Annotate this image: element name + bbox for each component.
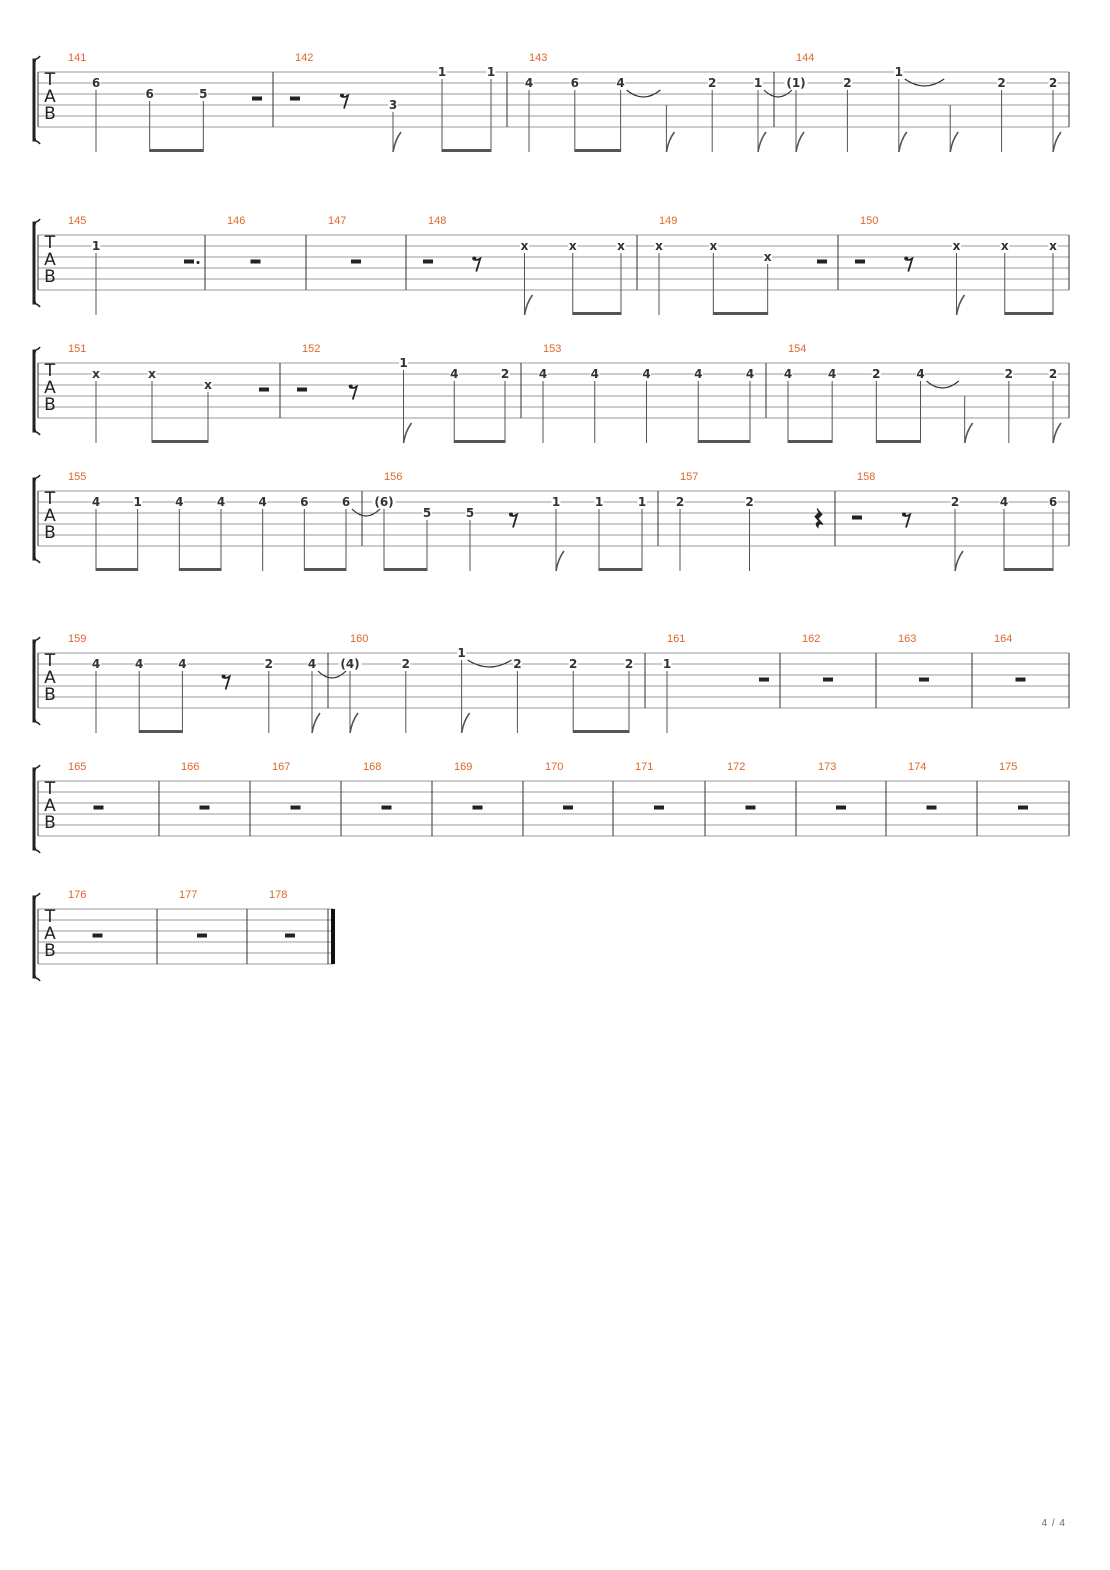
rest-dot <box>197 261 200 264</box>
measure-number: 145 <box>68 215 87 227</box>
eighth-rest-head <box>222 675 226 679</box>
fret-number: 1 <box>486 65 496 79</box>
fret-number: 4 <box>91 495 101 509</box>
half-rest <box>259 388 269 392</box>
fret-number: 4 <box>783 367 793 381</box>
measure <box>852 471 1058 571</box>
note-flag <box>462 713 470 733</box>
half-rest <box>382 806 392 810</box>
fret-number: 1 <box>91 239 101 253</box>
fret-number: x <box>763 250 772 264</box>
beam <box>876 440 920 443</box>
measure <box>339 633 634 733</box>
measure-number: 148 <box>428 215 447 227</box>
fret-number: 4 <box>590 367 599 381</box>
half-rest <box>563 806 573 810</box>
measure-number: 157 <box>680 471 699 483</box>
fret-number: 1 <box>753 76 763 90</box>
half-rest <box>94 806 104 810</box>
fret-number: 4 <box>178 657 187 671</box>
measure <box>802 633 833 682</box>
measure-number: 172 <box>727 761 746 773</box>
fret-number: 1 <box>551 495 561 509</box>
measure-number: 151 <box>68 343 87 355</box>
measure-number: 155 <box>68 471 87 483</box>
fret-number: 1 <box>133 495 142 509</box>
beam <box>454 440 505 443</box>
half-rest <box>197 934 207 938</box>
fret-number: 6 <box>145 87 154 101</box>
fret-number: 4 <box>524 76 534 90</box>
measure-number: 152 <box>302 343 321 355</box>
measure <box>784 343 1062 443</box>
beam <box>304 568 346 571</box>
tab-clef-letter: A <box>44 668 56 688</box>
eighth-rest-head <box>904 257 908 261</box>
fret-number: 2 <box>843 76 852 90</box>
half-rest <box>285 934 295 938</box>
fret-number: 1 <box>457 646 466 660</box>
fret-number: x <box>617 239 625 253</box>
tab-clef-letter: B <box>44 941 56 961</box>
measure-number: 163 <box>898 633 917 645</box>
tab-clef-letter: A <box>44 378 56 398</box>
measure <box>999 761 1028 810</box>
note-flag <box>393 132 401 152</box>
measure-number: 161 <box>667 633 686 645</box>
beam <box>384 568 427 571</box>
eighth-rest-head <box>340 94 344 98</box>
fret-number: x <box>148 367 156 381</box>
quarter-rest <box>815 509 823 528</box>
fret-number: 4 <box>216 495 226 509</box>
measure-number: 153 <box>543 343 562 355</box>
fret-number: 3 <box>388 98 398 112</box>
fret-number: 4 <box>258 495 267 509</box>
note-flag <box>796 132 804 152</box>
fret-number: 1 <box>594 495 604 509</box>
half-rest <box>351 260 361 264</box>
note-flag <box>950 132 958 152</box>
system-bracket <box>34 479 36 559</box>
half-rest <box>746 806 756 810</box>
measure <box>994 633 1026 682</box>
measure-number: 146 <box>227 215 246 227</box>
measure-number: 141 <box>68 52 87 64</box>
fret-number: 1 <box>894 65 903 79</box>
fret-number: 1 <box>662 657 672 671</box>
half-rest <box>291 806 301 810</box>
measure <box>328 215 361 264</box>
tab-clef-letter: T <box>44 361 56 381</box>
measure <box>373 471 647 571</box>
measure-number: 177 <box>179 889 198 901</box>
tab-clef-letter: T <box>44 779 56 799</box>
measure <box>423 215 626 315</box>
fret-number: 6 <box>341 495 351 509</box>
fret-number: 6 <box>1048 495 1058 509</box>
measure-number: 143 <box>529 52 548 64</box>
half-rest <box>654 806 664 810</box>
measure-number: 171 <box>635 761 654 773</box>
note-flag <box>312 713 320 733</box>
note-flag <box>957 295 965 315</box>
fret-number: 2 <box>569 657 578 671</box>
measure <box>68 343 269 443</box>
tab-clef-letter: B <box>44 104 56 124</box>
fret-number: 4 <box>694 367 703 381</box>
half-rest <box>297 388 307 392</box>
fret-number: 2 <box>1048 76 1058 90</box>
fret-number: 2 <box>872 367 881 381</box>
fret-number: x <box>92 367 100 381</box>
fret-number: 2 <box>708 76 717 90</box>
half-rest <box>852 516 862 520</box>
system-bracket <box>34 223 36 303</box>
fret-number: 4 <box>616 76 625 90</box>
tab-clef-letter: T <box>44 70 56 90</box>
half-rest <box>251 260 261 264</box>
fret-number: 4 <box>175 495 184 509</box>
measure-number: 147 <box>328 215 347 227</box>
fret-number: 2 <box>1004 367 1014 381</box>
system-bracket <box>34 897 36 977</box>
half-rest <box>290 97 300 101</box>
measure <box>68 471 380 571</box>
half-rest <box>200 806 210 810</box>
system-bracket <box>34 769 36 849</box>
fret-number: 2 <box>401 657 410 671</box>
beam <box>1004 568 1053 571</box>
half-rest <box>855 260 865 264</box>
measure <box>908 761 937 810</box>
beam <box>1005 312 1053 315</box>
note-flag <box>1053 132 1061 152</box>
measure <box>539 343 755 443</box>
fret-number: 2 <box>500 367 510 381</box>
measure <box>635 761 664 810</box>
measure <box>297 343 510 443</box>
tab-clef-letter: A <box>44 506 56 526</box>
half-rest <box>836 806 846 810</box>
eighth-rest-head <box>349 385 353 389</box>
fret-number: 4 <box>827 367 837 381</box>
fret-number: 4 <box>538 367 548 381</box>
measure-number: 160 <box>350 633 369 645</box>
measure-number: 150 <box>860 215 879 227</box>
measure-number: 164 <box>994 633 1013 645</box>
tab-system <box>34 343 1069 443</box>
system-bracket <box>34 60 36 140</box>
fret-number: 6 <box>570 76 579 90</box>
tab-clef-letter: B <box>44 813 56 833</box>
fret-number: 2 <box>624 657 634 671</box>
measure <box>545 761 573 810</box>
measure <box>227 215 261 264</box>
fret-number: (4) <box>340 657 360 671</box>
tab-clef-letter: T <box>44 907 56 927</box>
fret-number: x <box>709 239 718 253</box>
fret-number: x <box>655 239 663 253</box>
measure-number: 154 <box>788 343 807 355</box>
measure <box>727 761 756 810</box>
fret-number: 4 <box>450 367 459 381</box>
half-rest <box>252 97 262 101</box>
note-flag <box>955 551 963 571</box>
fret-number: 2 <box>950 495 960 509</box>
measure <box>525 52 793 152</box>
measure-number: 176 <box>68 889 87 901</box>
fret-number: x <box>568 239 577 253</box>
measure <box>855 215 1058 315</box>
fret-number: 4 <box>135 657 144 671</box>
fret-number: 6 <box>91 76 101 90</box>
measure-number: 158 <box>857 471 876 483</box>
tab-clef-letter: A <box>44 250 56 270</box>
measure <box>818 761 846 810</box>
half-rest <box>473 806 483 810</box>
fret-number: 2 <box>997 76 1006 90</box>
measure-number: 173 <box>818 761 837 773</box>
tab-clef-letter: A <box>44 87 56 107</box>
measure-number: 168 <box>363 761 382 773</box>
note-flag <box>350 713 358 733</box>
note-flag <box>965 423 973 443</box>
measure <box>785 52 1062 152</box>
measure-number: 178 <box>269 889 288 901</box>
half-rest <box>1018 806 1028 810</box>
fret-number: 4 <box>745 367 755 381</box>
beam <box>713 312 767 315</box>
half-rest <box>423 260 433 264</box>
tab-clef-letter: A <box>44 796 56 816</box>
measure <box>68 761 104 810</box>
fret-number: 4 <box>91 657 101 671</box>
fret-number: 2 <box>513 657 522 671</box>
half-rest <box>184 260 194 264</box>
measure <box>68 52 262 152</box>
tab-clef-letter: T <box>44 233 56 253</box>
note-flag <box>1053 423 1061 443</box>
measure <box>269 889 295 938</box>
measure <box>68 633 346 733</box>
measure-number: 165 <box>68 761 87 773</box>
tab-clef-letter: B <box>44 267 56 287</box>
tab-clef-letter: T <box>44 651 56 671</box>
fret-number: 5 <box>465 506 475 520</box>
fret-number: 5 <box>199 87 208 101</box>
half-rest <box>823 678 833 682</box>
fret-number: 5 <box>422 506 432 520</box>
measure <box>454 761 483 810</box>
beam <box>139 730 182 733</box>
fret-number: 6 <box>300 495 309 509</box>
beam <box>788 440 832 443</box>
page-number: 4 / 4 <box>1041 1518 1066 1529</box>
half-rest <box>927 806 937 810</box>
fret-number: x <box>1049 239 1057 253</box>
tab-system <box>34 633 1069 733</box>
tab-clef-letter: A <box>44 924 56 944</box>
fret-number: 1 <box>399 356 408 370</box>
tab-system <box>34 52 1069 152</box>
note-flag <box>899 132 907 152</box>
eighth-rest-head <box>472 257 476 261</box>
measure <box>898 633 929 682</box>
measure-number: 167 <box>272 761 291 773</box>
measure <box>181 761 210 810</box>
beam <box>599 568 642 571</box>
measure <box>272 761 301 810</box>
fret-number: x <box>952 239 961 253</box>
fret-number: x <box>204 378 212 392</box>
measure-number: 170 <box>545 761 564 773</box>
measure-number: 174 <box>908 761 927 773</box>
measure-number: 162 <box>802 633 821 645</box>
measure <box>68 215 200 315</box>
measure-number: 166 <box>181 761 200 773</box>
measure <box>663 633 770 733</box>
half-rest <box>1016 678 1026 682</box>
fret-number: 2 <box>675 495 685 509</box>
fret-number: 4 <box>307 657 317 671</box>
tab-system <box>34 889 333 981</box>
eighth-rest-head <box>509 513 513 517</box>
note-flag <box>404 423 412 443</box>
measure-number: 175 <box>999 761 1018 773</box>
measure <box>655 215 828 315</box>
fret-number: 4 <box>916 367 925 381</box>
tab-clef-letter: B <box>44 395 56 415</box>
fret-number: 1 <box>437 65 447 79</box>
fret-number: (6) <box>374 495 394 509</box>
fret-number: x <box>520 239 529 253</box>
fret-number: x <box>1000 239 1009 253</box>
measure <box>179 889 207 938</box>
measure-number: 149 <box>659 215 678 227</box>
fret-number: 1 <box>637 495 647 509</box>
beam <box>442 149 491 152</box>
tab-system <box>34 761 1069 853</box>
tab-system <box>34 471 1069 571</box>
measure <box>363 761 392 810</box>
note-flag <box>666 132 674 152</box>
beam <box>698 440 750 443</box>
note-flag <box>525 295 533 315</box>
measure-number: 144 <box>796 52 815 64</box>
tab-clef-letter: B <box>44 523 56 543</box>
note-flag <box>758 132 766 152</box>
measure <box>676 471 824 571</box>
measure-number: 169 <box>454 761 473 773</box>
fret-number: 2 <box>745 495 754 509</box>
note-flag <box>556 551 564 571</box>
fret-number: (1) <box>786 76 806 90</box>
fret-number: 2 <box>1048 367 1058 381</box>
half-rest <box>93 934 103 938</box>
half-rest <box>919 678 929 682</box>
eighth-rest-head <box>902 513 906 517</box>
half-rest <box>817 260 827 264</box>
beam <box>575 149 621 152</box>
fret-number: 2 <box>264 657 273 671</box>
measure-number: 142 <box>295 52 314 64</box>
measure <box>68 889 103 938</box>
fret-number: 4 <box>999 495 1009 509</box>
measure-number: 159 <box>68 633 87 645</box>
beam <box>179 568 221 571</box>
beam <box>96 568 138 571</box>
system-bracket <box>34 351 36 431</box>
measure-number: 156 <box>384 471 403 483</box>
tab-clef-letter: B <box>44 685 56 705</box>
beam <box>573 312 621 315</box>
beam <box>573 730 629 733</box>
beam <box>152 440 208 443</box>
fret-number: 4 <box>642 367 651 381</box>
tab-clef-letter: T <box>44 489 56 509</box>
beam <box>150 149 204 152</box>
measure <box>290 52 496 152</box>
half-rest <box>759 678 769 682</box>
system-bracket <box>34 641 36 721</box>
tab-system <box>34 215 1069 315</box>
